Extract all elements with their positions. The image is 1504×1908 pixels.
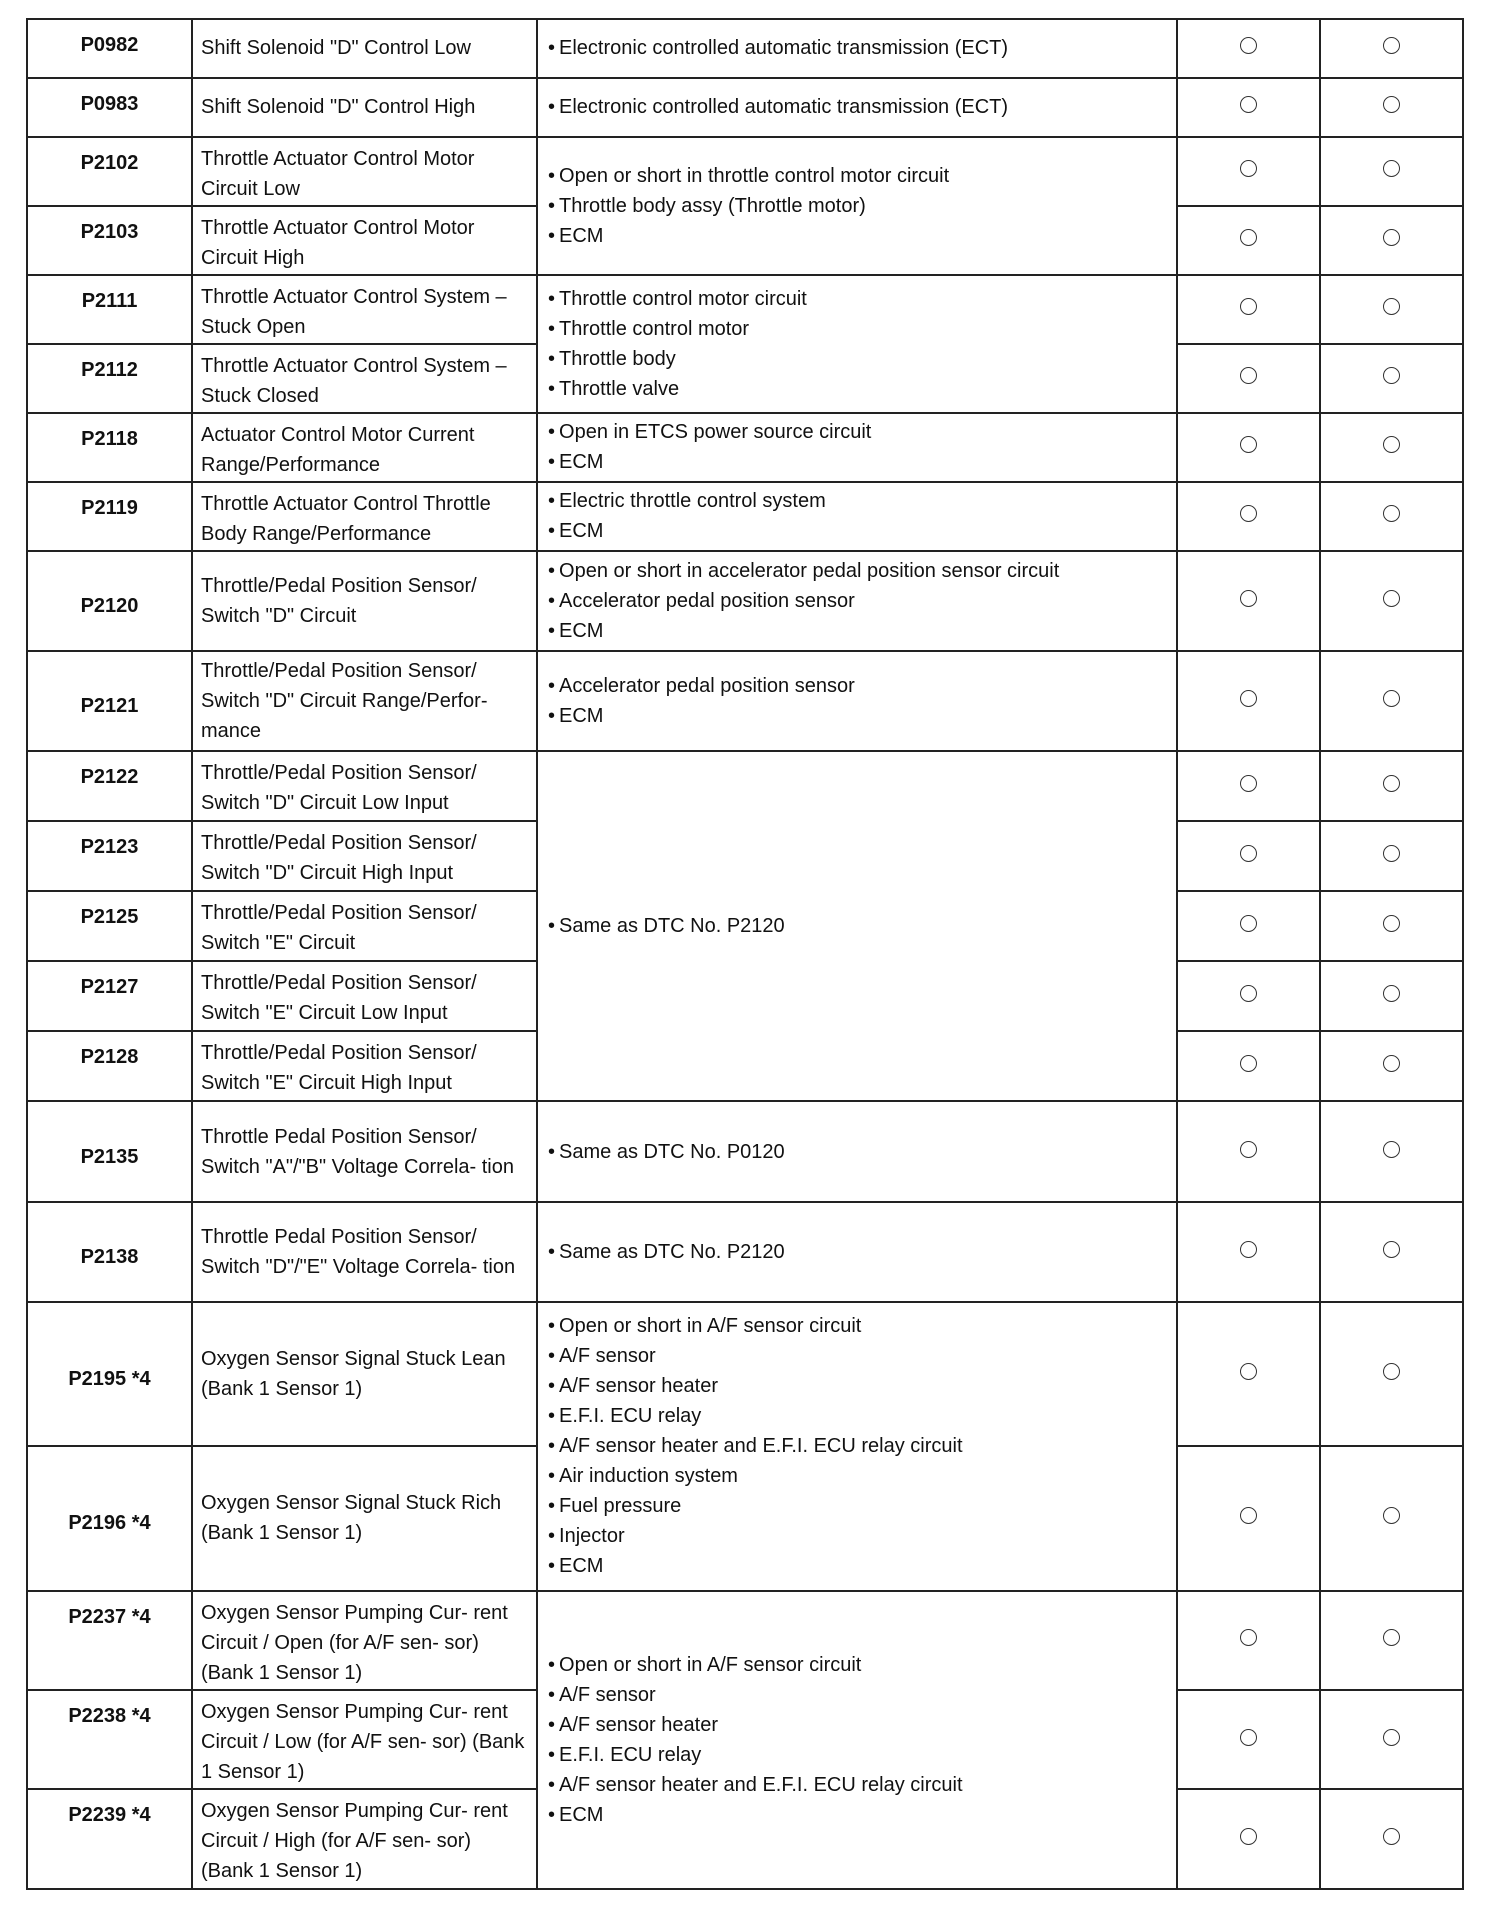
memory-cell <box>1320 891 1463 961</box>
trouble-area <box>537 482 1177 551</box>
mil-cell <box>1177 206 1320 275</box>
circle-mark-icon <box>1383 1363 1400 1380</box>
trouble-area-item: • Accelerator pedal position sensor <box>548 586 1166 616</box>
circle-mark-icon <box>1383 1828 1400 1845</box>
circle-mark-icon <box>1383 1629 1400 1646</box>
memory-cell <box>1320 1202 1463 1302</box>
memory-cell <box>1320 1101 1463 1201</box>
dtc-code: P2239 *4 <box>27 1789 192 1889</box>
circle-mark-icon <box>1240 229 1257 246</box>
circle-mark-icon <box>1240 845 1257 862</box>
circle-mark-icon <box>1240 1055 1257 1072</box>
memory-cell <box>1320 1591 1463 1690</box>
trouble-area-item: • A/F sensor heater <box>548 1710 1166 1740</box>
detection-item: Throttle/Pedal Position Sensor/ Switch "D" Circuit Range/Perfor- mance <box>192 651 537 751</box>
detection-item: Throttle/Pedal Position Sensor/ Switch "D" Circuit Low Input <box>192 751 537 821</box>
mil-cell <box>1177 1789 1320 1889</box>
dtc-code: P2119 <box>27 482 192 551</box>
dtc-code: P2123 <box>27 821 192 891</box>
trouble-area-item: • Accelerator pedal position sensor <box>548 671 1166 701</box>
dtc-code: P2103 <box>27 206 192 275</box>
memory-cell <box>1320 821 1463 891</box>
circle-mark-icon <box>1383 160 1400 177</box>
circle-mark-icon <box>1383 229 1400 246</box>
circle-mark-icon <box>1240 1828 1257 1845</box>
dtc-code: P2111 <box>27 275 192 344</box>
circle-mark-icon <box>1383 96 1400 113</box>
memory-cell <box>1320 1302 1463 1446</box>
circle-mark-icon <box>1240 1729 1257 1746</box>
dtc-code: P0982 <box>27 19 192 78</box>
trouble-area-item: • ECM <box>548 701 1166 731</box>
circle-mark-icon <box>1240 367 1257 384</box>
circle-mark-icon <box>1383 367 1400 384</box>
trouble-area-item: • A/F sensor heater and E.F.I. ECU relay circuit <box>548 1770 1166 1800</box>
trouble-area-item: • ECM <box>548 616 1166 646</box>
circle-mark-icon <box>1383 298 1400 315</box>
detection-item: Throttle Pedal Position Sensor/ Switch "A"/"B" Voltage Correla- tion <box>192 1101 537 1201</box>
memory-cell <box>1320 275 1463 344</box>
table-row <box>27 137 1463 206</box>
trouble-area-item: • Throttle control motor circuit <box>548 284 1166 314</box>
table-row <box>27 1302 1463 1446</box>
trouble-area <box>537 78 1177 137</box>
circle-mark-icon <box>1383 1507 1400 1524</box>
circle-mark-icon <box>1383 505 1400 522</box>
trouble-area-item: • Same as DTC No. P2120 <box>548 911 1166 941</box>
mil-cell <box>1177 1202 1320 1302</box>
circle-mark-icon <box>1240 505 1257 522</box>
dtc-code: P2128 <box>27 1031 192 1101</box>
circle-mark-icon <box>1383 1729 1400 1746</box>
circle-mark-icon <box>1240 1141 1257 1158</box>
detection-item: Throttle/Pedal Position Sensor/ Switch "E" Circuit Low Input <box>192 961 537 1031</box>
table-row <box>27 275 1463 344</box>
trouble-area-item: • A/F sensor heater and E.F.I. ECU relay circuit <box>548 1431 1166 1461</box>
detection-item: Oxygen Sensor Signal Stuck Lean (Bank 1 Sensor 1) <box>192 1302 537 1446</box>
trouble-area-item: • Open or short in throttle control motor circuit <box>548 161 1166 191</box>
memory-cell <box>1320 344 1463 413</box>
memory-cell <box>1320 206 1463 275</box>
mil-cell <box>1177 961 1320 1031</box>
dtc-code: P2237 *4 <box>27 1591 192 1690</box>
table-row <box>27 482 1463 551</box>
mil-cell <box>1177 821 1320 891</box>
circle-mark-icon <box>1240 690 1257 707</box>
trouble-area-item: • E.F.I. ECU relay <box>548 1401 1166 1431</box>
detection-item: Throttle Actuator Control Motor Circuit Low <box>192 137 537 206</box>
detection-item: Throttle/Pedal Position Sensor/ Switch "E" Circuit <box>192 891 537 961</box>
circle-mark-icon <box>1240 590 1257 607</box>
dtc-code: P2195 *4 <box>27 1302 192 1446</box>
circle-mark-icon <box>1383 845 1400 862</box>
memory-cell <box>1320 137 1463 206</box>
trouble-area <box>537 651 1177 751</box>
memory-cell <box>1320 651 1463 751</box>
mil-cell <box>1177 78 1320 137</box>
memory-cell <box>1320 1690 1463 1789</box>
dtc-code: P2112 <box>27 344 192 413</box>
circle-mark-icon <box>1240 915 1257 932</box>
trouble-area <box>537 275 1177 413</box>
table-row <box>27 751 1463 821</box>
trouble-area-item: • E.F.I. ECU relay <box>548 1740 1166 1770</box>
table-row <box>27 651 1463 751</box>
detection-item: Throttle/Pedal Position Sensor/ Switch "E" Circuit High Input <box>192 1031 537 1101</box>
trouble-area <box>537 137 1177 275</box>
dtc-code: P2122 <box>27 751 192 821</box>
trouble-area-item: • Same as DTC No. P2120 <box>548 1237 1166 1267</box>
table-row <box>27 1591 1463 1690</box>
circle-mark-icon <box>1383 1141 1400 1158</box>
circle-mark-icon <box>1240 1629 1257 1646</box>
mil-cell <box>1177 1101 1320 1201</box>
circle-mark-icon <box>1240 775 1257 792</box>
dtc-code: P2196 *4 <box>27 1446 192 1590</box>
circle-mark-icon <box>1240 96 1257 113</box>
memory-cell <box>1320 413 1463 482</box>
detection-item: Throttle/Pedal Position Sensor/ Switch "D" Circuit High Input <box>192 821 537 891</box>
memory-cell <box>1320 1031 1463 1101</box>
trouble-area-item: • ECM <box>548 516 1166 546</box>
table-row <box>27 551 1463 651</box>
trouble-area-item: • Throttle body <box>548 344 1166 374</box>
detection-item: Shift Solenoid "D" Control Low <box>192 19 537 78</box>
trouble-area-item: • Electric throttle control system <box>548 486 1166 516</box>
detection-item: Oxygen Sensor Pumping Cur- rent Circuit / High (for A/F sen- sor) (Bank 1 Sensor 1) <box>192 1789 537 1889</box>
mil-cell <box>1177 891 1320 961</box>
table-row <box>27 19 1463 78</box>
dtc-table <box>26 18 1464 1890</box>
detection-item: Oxygen Sensor Pumping Cur- rent Circuit / Low (for A/F sen- sor) (Bank 1 Sensor 1) <box>192 1690 537 1789</box>
mil-cell <box>1177 19 1320 78</box>
dtc-code: P2125 <box>27 891 192 961</box>
trouble-area-item: • Same as DTC No. P0120 <box>548 1137 1166 1167</box>
trouble-area-item: • ECM <box>548 221 1166 251</box>
trouble-area <box>537 413 1177 482</box>
table-row <box>27 1202 1463 1302</box>
circle-mark-icon <box>1240 160 1257 177</box>
detection-item: Actuator Control Motor Current Range/Performance <box>192 413 537 482</box>
trouble-area-item: • Fuel pressure <box>548 1491 1166 1521</box>
mil-cell <box>1177 482 1320 551</box>
dtc-code: P2120 <box>27 551 192 651</box>
dtc-code: P2138 <box>27 1202 192 1302</box>
dtc-code: P2135 <box>27 1101 192 1201</box>
trouble-area <box>537 1302 1177 1590</box>
dtc-code: P2118 <box>27 413 192 482</box>
trouble-area-item: • Throttle valve <box>548 374 1166 404</box>
trouble-area-item: • ECM <box>548 447 1166 477</box>
circle-mark-icon <box>1240 298 1257 315</box>
circle-mark-icon <box>1240 1507 1257 1524</box>
mil-cell <box>1177 551 1320 651</box>
table-row <box>27 1101 1463 1201</box>
trouble-area-item: • A/F sensor <box>548 1680 1166 1710</box>
circle-mark-icon <box>1383 1055 1400 1072</box>
memory-cell <box>1320 78 1463 137</box>
detection-item: Throttle/Pedal Position Sensor/ Switch "D" Circuit <box>192 551 537 651</box>
detection-item: Oxygen Sensor Signal Stuck Rich (Bank 1 Sensor 1) <box>192 1446 537 1590</box>
circle-mark-icon <box>1383 775 1400 792</box>
dtc-code: P0983 <box>27 78 192 137</box>
mil-cell <box>1177 344 1320 413</box>
detection-item: Shift Solenoid "D" Control High <box>192 78 537 137</box>
circle-mark-icon <box>1240 1241 1257 1258</box>
trouble-area-item: • Open in ETCS power source circuit <box>548 417 1166 447</box>
dtc-code: P2102 <box>27 137 192 206</box>
circle-mark-icon <box>1240 37 1257 54</box>
trouble-area <box>537 1101 1177 1201</box>
detection-item: Throttle Actuator Control Throttle Body Range/Performance <box>192 482 537 551</box>
trouble-area <box>537 551 1177 651</box>
memory-cell <box>1320 1446 1463 1590</box>
circle-mark-icon <box>1383 1241 1400 1258</box>
trouble-area <box>537 19 1177 78</box>
trouble-area-item: • A/F sensor <box>548 1341 1166 1371</box>
circle-mark-icon <box>1383 690 1400 707</box>
circle-mark-icon <box>1240 1363 1257 1380</box>
trouble-area-item: • Electronic controlled automatic transmission (ECT) <box>548 92 1166 122</box>
trouble-area-item: • Throttle body assy (Throttle motor) <box>548 191 1166 221</box>
detection-item: Throttle Actuator Control System – Stuck Closed <box>192 344 537 413</box>
circle-mark-icon <box>1383 436 1400 453</box>
dtc-code: P2238 *4 <box>27 1690 192 1789</box>
detection-item: Oxygen Sensor Pumping Cur- rent Circuit / Open (for A/F sen- sor) (Bank 1 Sensor 1) <box>192 1591 537 1690</box>
mil-cell <box>1177 1446 1320 1590</box>
table-row <box>27 78 1463 137</box>
trouble-area-item: • Injector <box>548 1521 1166 1551</box>
circle-mark-icon <box>1240 436 1257 453</box>
circle-mark-icon <box>1383 915 1400 932</box>
detection-item: Throttle Pedal Position Sensor/ Switch "D"/"E" Voltage Correla- tion <box>192 1202 537 1302</box>
memory-cell <box>1320 961 1463 1031</box>
mil-cell <box>1177 137 1320 206</box>
circle-mark-icon <box>1383 37 1400 54</box>
memory-cell <box>1320 1789 1463 1889</box>
dtc-code: P2127 <box>27 961 192 1031</box>
mil-cell <box>1177 413 1320 482</box>
mil-cell <box>1177 1591 1320 1690</box>
memory-cell <box>1320 482 1463 551</box>
mil-cell <box>1177 651 1320 751</box>
circle-mark-icon <box>1240 985 1257 1002</box>
trouble-area-item: • A/F sensor heater <box>548 1371 1166 1401</box>
trouble-area-item: • Throttle control motor <box>548 314 1166 344</box>
trouble-area <box>537 751 1177 1101</box>
dtc-code: P2121 <box>27 651 192 751</box>
trouble-area-item: • Open or short in A/F sensor circuit <box>548 1650 1166 1680</box>
trouble-area-item: • Air induction system <box>548 1461 1166 1491</box>
detection-item: Throttle Actuator Control System – Stuck Open <box>192 275 537 344</box>
circle-mark-icon <box>1383 985 1400 1002</box>
detection-item: Throttle Actuator Control Motor Circuit High <box>192 206 537 275</box>
trouble-area <box>537 1202 1177 1302</box>
memory-cell <box>1320 19 1463 78</box>
mil-cell <box>1177 1302 1320 1446</box>
mil-cell <box>1177 275 1320 344</box>
memory-cell <box>1320 751 1463 821</box>
trouble-area-item: • Open or short in A/F sensor circuit <box>548 1311 1166 1341</box>
trouble-area-item: • ECM <box>548 1551 1166 1581</box>
circle-mark-icon <box>1383 590 1400 607</box>
trouble-area-item: • Electronic controlled automatic transmission (ECT) <box>548 33 1166 63</box>
trouble-area-item: • Open or short in accelerator pedal position sensor circuit <box>548 556 1166 586</box>
trouble-area <box>537 1591 1177 1890</box>
mil-cell <box>1177 1031 1320 1101</box>
table-row <box>27 413 1463 482</box>
memory-cell <box>1320 551 1463 651</box>
mil-cell <box>1177 751 1320 821</box>
mil-cell <box>1177 1690 1320 1789</box>
trouble-area-item: • ECM <box>548 1800 1166 1830</box>
